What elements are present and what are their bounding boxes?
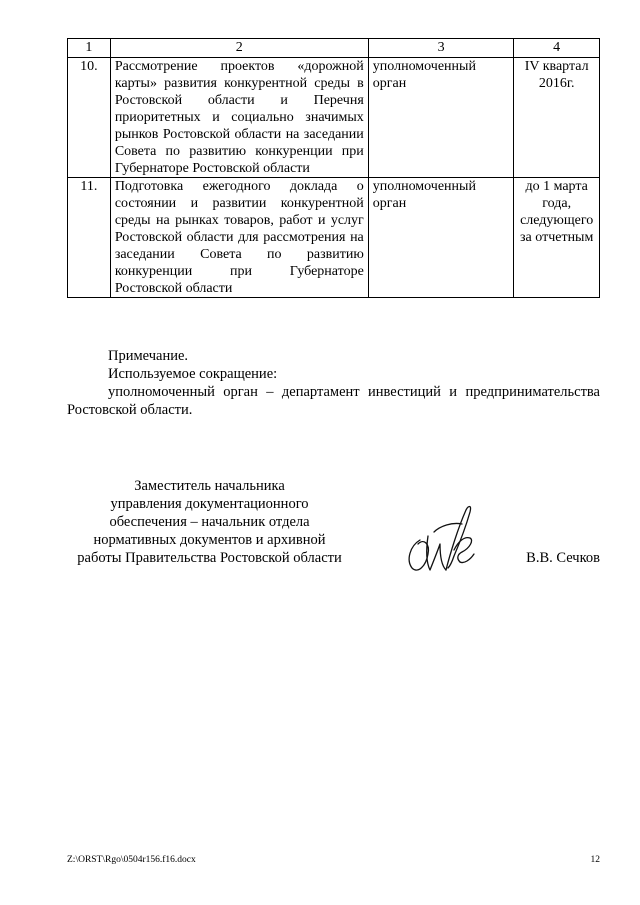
column-number-1: 1 bbox=[68, 39, 111, 58]
signer-name: В.В. Сечков bbox=[526, 550, 600, 566]
title-line: обеспечения – начальник отдела bbox=[109, 514, 310, 530]
note-heading: Примечание. bbox=[108, 348, 189, 364]
abbreviation-heading: Используемое сокращение: bbox=[108, 366, 278, 382]
page-number: 12 bbox=[590, 855, 600, 865]
footer-file-path: Z:\ORST\Rgo\0504r156.f16.docx bbox=[67, 855, 196, 865]
handwritten-signature bbox=[400, 496, 484, 578]
title-line: Заместитель начальника bbox=[134, 478, 285, 494]
title-line: управления документационного bbox=[110, 496, 309, 512]
row-description: Рассмотрение проектов «дорожной карты» развития конкурентной среды в Ростовской области и Перечня приоритетных и социально значимых рынков Ростовской области на заседании Совета по развитию конкуренции при Губернаторе Ростовской области bbox=[110, 58, 368, 178]
column-number-2: 2 bbox=[110, 39, 368, 58]
notes-section bbox=[67, 347, 600, 419]
row-number: 11. bbox=[68, 178, 111, 298]
abbreviation-text: уполномоченный орган – департамент инвестиций и предпринимательства Ростовской области. bbox=[67, 384, 600, 418]
signatory-title bbox=[67, 477, 352, 567]
column-number-4: 4 bbox=[514, 39, 600, 58]
row-responsible: уполномоченный орган bbox=[368, 58, 514, 178]
plan-table bbox=[67, 38, 600, 298]
table-row bbox=[68, 58, 600, 178]
row-responsible: уполномоченный орган bbox=[368, 178, 514, 298]
title-line: работы Правительства Ростовской области bbox=[77, 550, 342, 566]
row-deadline: до 1 марта года, следующего за отчетным bbox=[514, 178, 600, 298]
column-number-3: 3 bbox=[368, 39, 514, 58]
title-line: нормативных документов и архивной bbox=[93, 532, 326, 548]
row-deadline: IV квартал 2016г. bbox=[514, 58, 600, 178]
table-row bbox=[68, 178, 600, 298]
row-description: Подготовка ежегодного доклада о состоянии и развитии конкурентной среды на рынках товаров, работ и услуг Ростовской области для рассмотрения на заседании Совета по развитию конкуренции при Губернаторе Ростовской области bbox=[110, 178, 368, 298]
row-number: 10. bbox=[68, 58, 111, 178]
table-header-row bbox=[68, 39, 600, 58]
